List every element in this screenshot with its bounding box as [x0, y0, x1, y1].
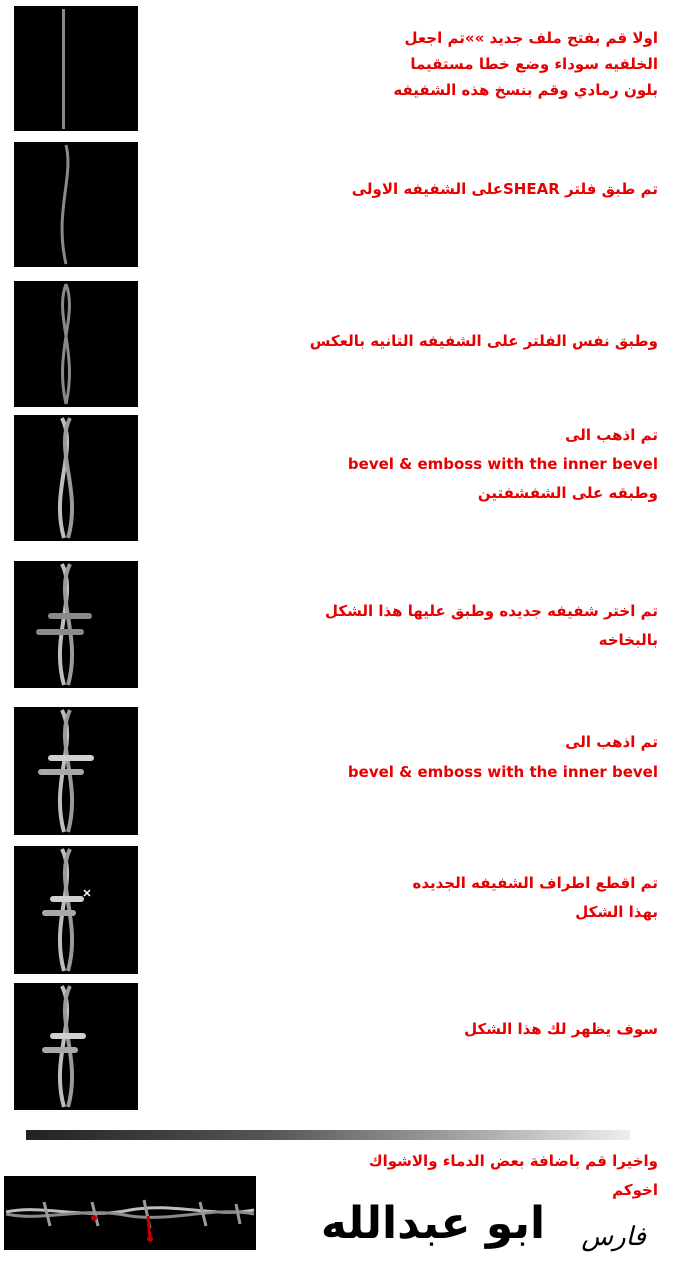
step-4-line-3: وطبقه على الشفشفتين — [477, 484, 658, 502]
beveled-barb-graphic — [14, 707, 138, 835]
step-4-line-1: تم اذهب الى — [565, 426, 658, 444]
step-4-text — [158, 421, 658, 508]
trimmed-barb-graphic — [14, 846, 138, 974]
final-line-2: اخوكم — [612, 1181, 658, 1199]
step-6-text — [158, 727, 658, 787]
gradient-divider — [26, 1130, 630, 1140]
step-7-image — [14, 846, 138, 974]
step-6-image — [14, 707, 138, 835]
result-barb-graphic — [14, 983, 138, 1110]
step-2-text — [158, 176, 658, 202]
step-3-image — [14, 281, 138, 407]
step-1-image — [14, 6, 138, 131]
step-8-text — [158, 1016, 658, 1042]
beveled-wire-graphic — [14, 415, 138, 541]
step-3-text — [158, 328, 658, 354]
step-6-line-2: bevel & emboss with the inner bevel — [347, 763, 658, 781]
straight-line-graphic — [14, 6, 138, 131]
step-8-line-1: سوف يظهر لك هذا الشكل — [464, 1020, 658, 1038]
step-8-image — [14, 983, 138, 1110]
step-2-line-1: تم طبق فلتر SHEARعلى الشفيفه الاولى — [351, 180, 658, 198]
step-4-line-2: bevel & emboss with the inner bevel — [347, 455, 658, 473]
barbed-wire-with-blood-graphic — [4, 1176, 256, 1250]
step-7-line-2: بهذا الشكل — [575, 903, 658, 921]
wire-with-brush-barb-graphic — [14, 561, 138, 688]
step-4-image — [14, 415, 138, 541]
single-sheared-wire-graphic — [14, 142, 138, 267]
handwritten-signature: فارس — [581, 1222, 646, 1252]
step-1-line-3: بلون رمادي وقم بنسخ هذه الشفيفه — [393, 81, 658, 99]
final-barbed-wire-image — [4, 1176, 256, 1250]
step-1-line-1: اولا قم بفتح ملف جديد »»تم اجعل — [404, 29, 658, 47]
step-2-image — [14, 142, 138, 267]
final-line-1: واخيرا قم باضافة بعض الدماء والاشواك — [368, 1152, 658, 1170]
step-7-line-1: تم اقطع اطراف الشفيفه الجديده — [412, 874, 658, 892]
step-5-image — [14, 561, 138, 688]
step-6-line-1: تم اذهب الى — [565, 733, 658, 751]
author-signature: ابو عبدالله — [320, 1198, 546, 1249]
step-3-line-1: وطبق نفس الفلتر على الشفيفه التانيه بالعكس — [309, 332, 658, 350]
step-7-text — [158, 869, 658, 927]
step-5-line-1: تم اختر شفيفه جديده وطبق عليها هذا الشكل — [324, 602, 658, 620]
step-5-text — [158, 597, 658, 655]
twisted-wire-graphic — [14, 281, 138, 407]
step-1-text — [158, 25, 658, 103]
step-5-line-2: بالبخاخه — [598, 631, 658, 649]
step-1-line-2: الخلفيه سوداء وضع خطا مستقيما — [410, 55, 658, 73]
